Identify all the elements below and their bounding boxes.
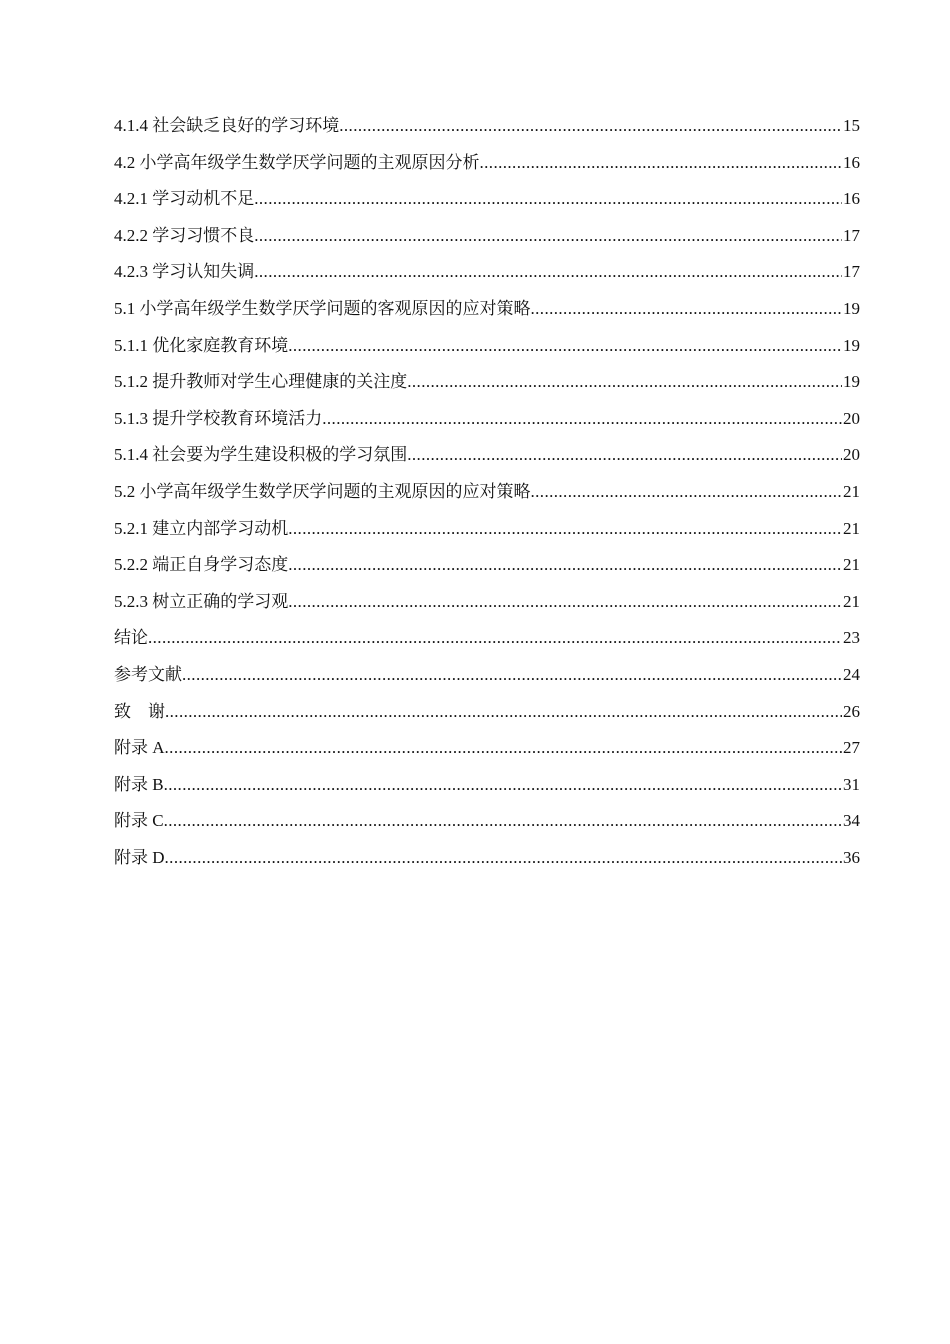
toc-leader-dots [407, 364, 842, 401]
toc-entry-title: 5.1.4 社会要为学生建设积极的学习氛围 [114, 445, 408, 465]
toc-entry[interactable] [114, 364, 860, 401]
toc-entry-title: 4.2.2 学习习惯不良 [114, 225, 255, 245]
toc-entry-title: 参考文献 [114, 664, 182, 684]
toc-entry-title: 5.2.1 建立内部学习动机 [114, 518, 289, 538]
toc-entry-page: 21 [843, 481, 860, 501]
toc-entry-page: 16 [843, 152, 860, 172]
toc-entry-title: 结论 [114, 628, 148, 648]
toc-entry[interactable] [114, 108, 860, 145]
toc-entry-title: 附录 C [114, 811, 164, 831]
toc-leader-dots [531, 474, 843, 511]
toc-entry-page: 34 [843, 811, 860, 831]
toc-entry-page: 15 [843, 116, 860, 135]
toc-entry-page: 24 [843, 664, 860, 684]
toc-leader-dots [531, 291, 843, 328]
toc-entry-page: 36 [843, 847, 860, 867]
toc-entry-title: 附录 A [114, 738, 165, 758]
toc-leader-dots [480, 145, 843, 182]
toc-leader-dots [164, 803, 842, 840]
toc-leader-dots [165, 840, 842, 877]
toc-entry[interactable] [114, 181, 860, 218]
toc-entry-page: 21 [843, 591, 860, 611]
toc-leader-dots [182, 657, 842, 694]
toc-entry[interactable] [114, 730, 860, 767]
toc-entry-page: 21 [843, 555, 860, 575]
toc-entry-title: 5.2.3 树立正确的学习观 [114, 591, 289, 611]
toc-entry-title: 5.2.2 端正自身学习态度 [114, 555, 289, 575]
toc-entry[interactable] [114, 694, 860, 731]
toc-leader-dots [288, 328, 842, 365]
toc-entry-title: 5.2 小学高年级学生数学厌学问题的主观原因的应对策略 [114, 481, 531, 501]
toc-leader-dots [165, 694, 842, 731]
toc-entry-title: 致 谢 [114, 701, 165, 721]
toc-entry-page: 27 [843, 738, 860, 758]
toc-entry[interactable] [114, 291, 860, 328]
toc-entry-title: 4.2 小学高年级学生数学厌学问题的主观原因分析 [114, 152, 480, 172]
toc-leader-dots [288, 547, 842, 584]
toc-entry-page: 23 [843, 628, 860, 648]
toc-leader-dots [254, 181, 842, 218]
toc-entry-page: 26 [843, 701, 860, 721]
toc-entry-page: 17 [843, 262, 860, 282]
toc-entry-page: 19 [843, 372, 860, 392]
toc-leader-dots [148, 620, 842, 657]
toc-entry[interactable] [114, 437, 860, 474]
toc-leader-dots [254, 254, 842, 291]
toc-entry-page: 21 [843, 518, 860, 538]
toc-leader-dots [339, 108, 842, 145]
toc-entry-title: 附录 D [114, 847, 165, 867]
toc-leader-dots [164, 767, 842, 804]
toc-entry[interactable] [114, 254, 860, 291]
toc-entry[interactable] [114, 511, 860, 548]
toc-entry-page: 16 [843, 189, 860, 209]
toc-entry-title: 5.1 小学高年级学生数学厌学问题的客观原因的应对策略 [114, 298, 531, 318]
toc-entry-title: 5.1.3 提升学校教育环境活力 [114, 408, 323, 428]
toc-entry-page: 20 [843, 445, 860, 465]
toc-entry[interactable] [114, 767, 860, 804]
toc-leader-dots [165, 730, 842, 767]
toc-leader-dots [322, 401, 842, 438]
toc-entry[interactable] [114, 218, 860, 255]
toc-leader-dots [288, 511, 842, 548]
toc-entry[interactable] [114, 328, 860, 365]
toc-entry-title: 4.2.3 学习认知失调 [114, 262, 255, 282]
toc-entry[interactable] [114, 584, 860, 621]
toc-entry-page: 19 [843, 298, 860, 318]
toc-entry[interactable] [114, 474, 860, 511]
toc-leader-dots [407, 437, 842, 474]
toc-entry[interactable] [114, 145, 860, 182]
toc-entry[interactable] [114, 401, 860, 438]
table-of-contents [114, 108, 860, 876]
toc-entry-title: 附录 B [114, 774, 164, 794]
toc-entry-title: 5.1.2 提升教师对学生心理健康的关注度 [114, 372, 408, 392]
toc-entry[interactable] [114, 840, 860, 877]
toc-entry-page: 17 [843, 225, 860, 245]
toc-entry[interactable] [114, 657, 860, 694]
toc-entry[interactable] [114, 803, 860, 840]
toc-leader-dots [288, 584, 842, 621]
toc-entry-title: 4.2.1 学习动机不足 [114, 189, 255, 209]
toc-entry-title: 4.1.4 社会缺乏良好的学习环境 [114, 116, 340, 135]
toc-leader-dots [254, 218, 842, 255]
toc-entry-page: 19 [843, 335, 860, 355]
toc-entry-title: 5.1.1 优化家庭教育环境 [114, 335, 289, 355]
toc-entry-page: 20 [843, 408, 860, 428]
toc-entry[interactable] [114, 547, 860, 584]
toc-entry-page: 31 [843, 774, 860, 794]
toc-entry[interactable] [114, 620, 860, 657]
